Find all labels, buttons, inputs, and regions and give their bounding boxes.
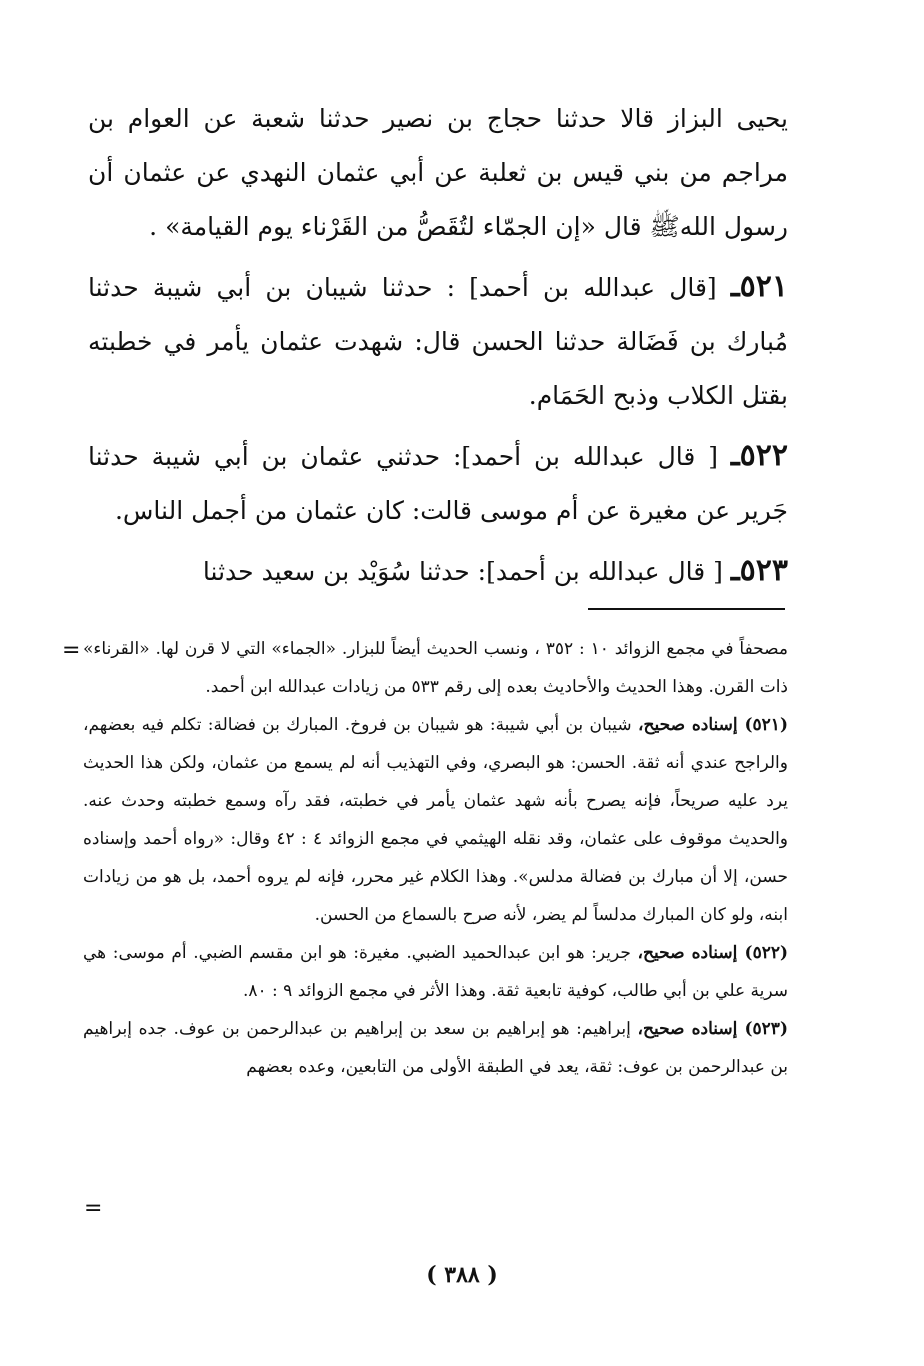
page-number: ( ٣٨٨ ) (426, 1262, 498, 1288)
hadith-text: [قال عبدالله بن أحمد] : حدثنا شيبان بن أبي شيبة حدثنا مُبارك بن فَضَالة حدثنا الحسن قال: شهدت عثمان يأمر في خطبته بقتل الكلاب وذبح الحَمَام. (88, 273, 788, 410)
hadith-text: [ قال عبدالله بن أحمد]: حدثنا سُوَيْد بن سعيد حدثنا (202, 557, 723, 586)
hadith-523 (88, 544, 788, 599)
footnote-523 (83, 1010, 788, 1086)
main-text (88, 92, 788, 605)
footnote-separator (588, 608, 785, 610)
footnote-heading: (٥٢١) إسناده صحيح، (638, 715, 788, 735)
hadith-number: ٥٢٣ـ (730, 553, 788, 588)
hadith-521 (88, 260, 788, 423)
continuation-mark: = (62, 638, 81, 663)
continuation-mark: = (84, 1196, 103, 1221)
hadith-number: ٥٢٢ـ (730, 438, 788, 473)
intro-paragraph: يحيى البزاز قالا حدثنا حجاج بن نصير حدثنا شعبة عن العوام بن مراجم من بني قيس بن ثعلبة عن أبي عثمان النهدي عن عثمان أن رسول اللهﷺ قال «إن الجمّاء لتُقَصُّ من القَرْناء يوم القيامة» . (88, 104, 788, 241)
footnote-heading: (٥٢٣) إسناده صحيح، (637, 1019, 788, 1039)
footnote-text: إبراهيم: هو إبراهيم بن سعد بن إبراهيم بن عبدالرحمن بن عوف. جده إبراهيم بن عبدالرحمن بن عوف: ثقة، يعد في الطبقة الأولى من التابعين، وعده بعضهم (83, 1019, 788, 1077)
hadith-number: ٥٢١ـ (730, 269, 788, 304)
hadith-text: [ قال عبدالله بن أحمد]: حدثني عثمان بن أبي شيبة حدثنا جَرير عن مغيرة عن أم موسى قالت: كان عثمان من أجمل الناس. (88, 442, 788, 525)
footnote-522 (83, 934, 788, 1010)
footnote-continued: مصحفاً في مجمع الزوائد ١٠ : ٣٥٢ ، ونسب الحديث أيضاً للبزار. «الجماء» التي لا قرن لها. «القرناء» ذات القرن. وهذا الحديث والأحاديث بعده إلى رقم ٥٣٣ من زيادات عبدالله ابن أحمد. (83, 639, 788, 697)
footnote-text: جرير: هو ابن عبدالحميد الضبي. مغيرة: هو ابن مقسم الضبي. أم موسى: هي سرية علي بن أبي طالب، كوفية تابعية ثقة. وهذا الأثر في مجمع الزوائد ٩ : ٨٠. (83, 943, 788, 1001)
footnotes (83, 630, 788, 1086)
hadith-522 (88, 429, 788, 538)
footnote-heading: (٥٢٢) إسناده صحيح، (637, 943, 789, 963)
footnote-521 (83, 706, 788, 934)
footnote-text: شيبان بن أبي شيبة: هو شيبان بن فروخ. المبارك بن فضالة: تكلم فيه بعضهم، والراجح عندي أنه ثقة. الحسن: هو البصري، وفي التهذيب أنه لم يسمع من عثمان، ولكن هذا الحديث يرد عليه صريحاً، فإنه يصرح بأنه شهد عثمان يأمر في خطبته، فقد رآه وسمع خطبته وحدث عنه. والحديث موقوف على عثمان، وقد نقله الهيثمي في مجمع الزوائد ٤ : ٤٢ وقال: «رواه أحمد وإسناده حسن، إلا أن مبارك بن فضالة مدلس». وهذا الكلام غير محرر، فإنه لم يروه أحمد، بل هو من زيادات ابنه، ولو كان المبارك مدلساً لم يضر، لأنه صرح بالسماع من الحسن. (83, 715, 788, 925)
